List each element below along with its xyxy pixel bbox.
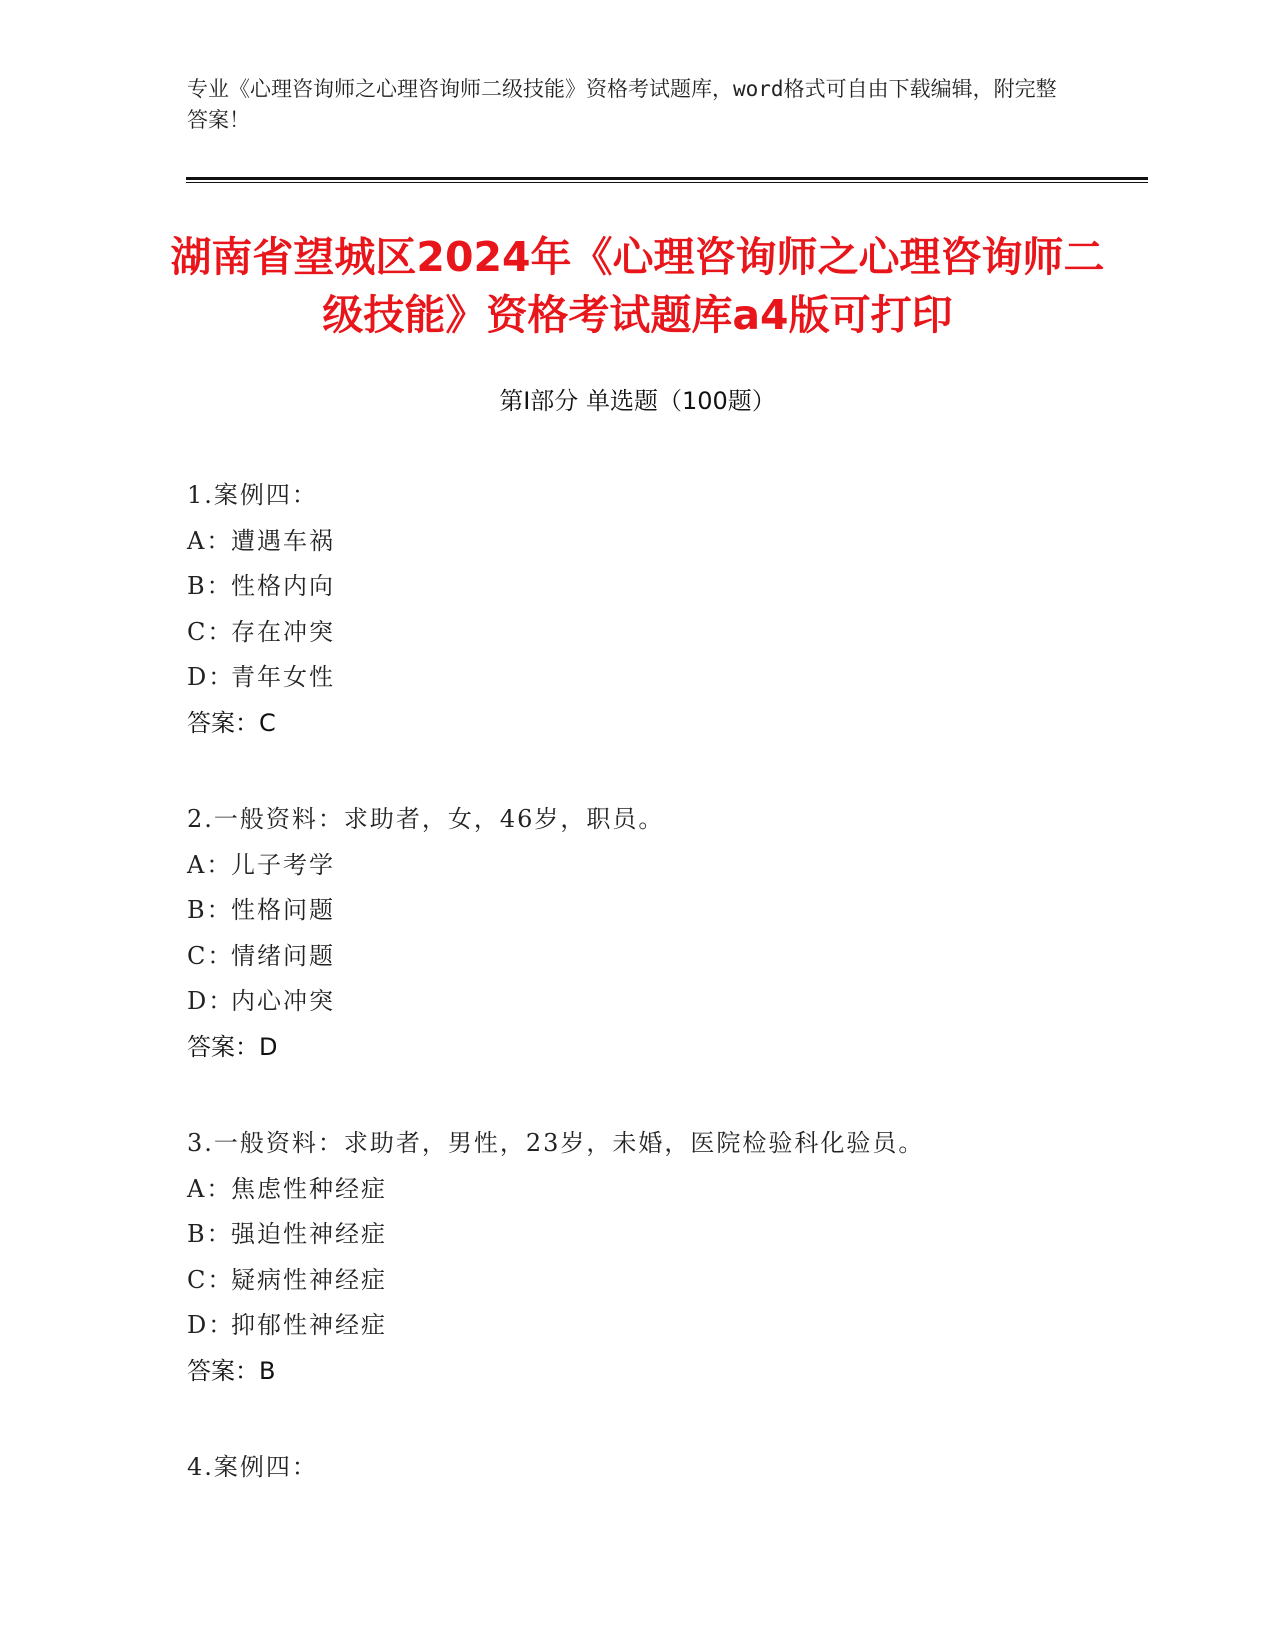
option-text: 焦虑性种经症 <box>231 1174 387 1203</box>
question-list <box>187 473 1187 1491</box>
option-letter: B： <box>187 572 233 600</box>
option-text: 儿子考学 <box>231 850 335 879</box>
document-title: 湖南省望城区2024年《心理咨询师之心理咨询师二级技能》资格考试题库a4版可打印 <box>170 233 1105 339</box>
option-text: 疑病性神经症 <box>231 1265 387 1294</box>
option-d <box>187 1303 1187 1349</box>
header-divider-thin <box>186 182 1148 183</box>
question-stem: 3.一般资料：求助者，男性，23岁，未婚，医院检验科化验员。 <box>187 1129 925 1157</box>
option-b <box>187 1212 1187 1258</box>
option-letter: D： <box>187 987 235 1015</box>
question-stem: 2.一般资料：求助者，女，46岁，职员。 <box>187 805 665 833</box>
header-divider-thick <box>186 177 1148 180</box>
option-letter: A： <box>187 1174 233 1203</box>
option-c <box>187 1258 1187 1304</box>
option-b <box>187 564 1187 610</box>
option-a <box>187 519 1187 565</box>
question-stem: 1.案例四： <box>187 481 318 509</box>
section-heading: 第Ⅰ部分 单选题（100题） <box>499 387 776 415</box>
question-1 <box>187 473 1187 746</box>
option-text: 性格内向 <box>231 572 335 600</box>
header-note: 专业《心理咨询师之心理咨询师二级技能》资格考试题库，word格式可自由下载编辑，附完整答案！ <box>187 77 1057 132</box>
option-letter: D： <box>187 663 235 691</box>
option-text: 情绪问题 <box>231 941 335 970</box>
question-stem: 4.案例四： <box>187 1453 318 1481</box>
option-text: 性格问题 <box>231 896 335 924</box>
option-letter: C： <box>187 941 234 970</box>
option-d <box>187 655 1187 701</box>
option-letter: A： <box>187 850 233 879</box>
option-c <box>187 934 1187 980</box>
option-text: 青年女性 <box>231 663 335 691</box>
option-text: 强迫性神经症 <box>231 1220 387 1248</box>
option-a <box>187 1167 1187 1213</box>
option-letter: A： <box>187 526 233 555</box>
option-b <box>187 888 1187 934</box>
option-text: 抑郁性神经症 <box>231 1311 387 1339</box>
answer-line: 答案：D <box>187 1032 278 1061</box>
option-letter: D： <box>187 1311 235 1339</box>
option-letter: B： <box>187 896 233 924</box>
option-letter: C： <box>187 617 234 646</box>
option-text: 内心冲突 <box>231 987 335 1015</box>
option-a <box>187 843 1187 889</box>
option-c <box>187 610 1187 656</box>
question-4 <box>187 1445 1187 1491</box>
question-3 <box>187 1121 1187 1394</box>
option-d <box>187 979 1187 1025</box>
answer-line: 答案：B <box>187 1356 276 1385</box>
option-letter: C： <box>187 1265 234 1294</box>
question-2 <box>187 797 1187 1070</box>
answer-line: 答案：C <box>187 708 276 737</box>
option-text: 存在冲突 <box>231 617 335 646</box>
option-text: 遭遇车祸 <box>231 526 335 555</box>
option-letter: B： <box>187 1220 233 1248</box>
